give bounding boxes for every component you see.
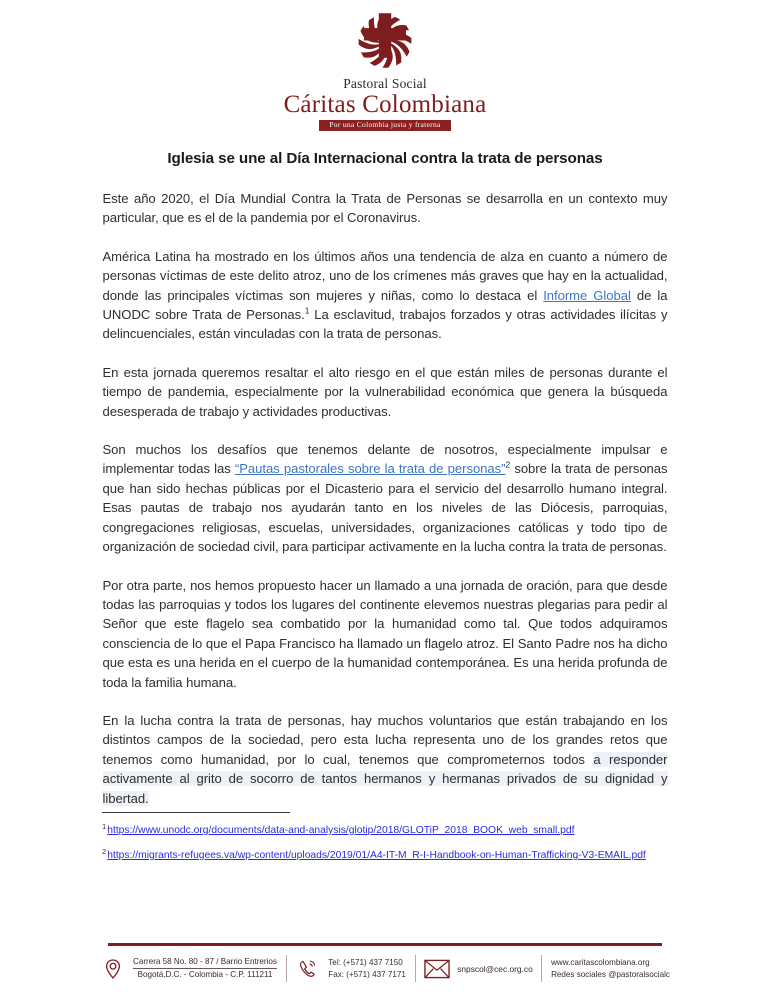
footer-phone-tel: Tel: (+571) 437 7150 (328, 958, 403, 968)
footer-email-block (424, 956, 533, 982)
page-footer (0, 943, 770, 982)
paragraph-6-text-highlighted: a responder activamente al grito de socorro de tantos hermanos y hermanas privados de su dignidad y libertad. (102, 751, 668, 806)
footer-phone-block (295, 956, 406, 982)
paragraph-4 (103, 440, 668, 556)
paragraph-3-text: En esta jornada queremos resaltar el alto riesgo en el que están miles de personas durante el tiempo de pandemia, especialmente por la vulnerabilidad económica que genera la búsqueda desesperada de trabajo y actividades productivas. (102, 364, 668, 419)
footer-address-text (133, 956, 277, 980)
paragraph-5 (103, 576, 668, 692)
pautas-pastorales-link[interactable]: “Pautas pastorales sobre la trata de personas” (234, 461, 506, 477)
location-pin-icon (100, 956, 126, 982)
page-title: Iglesia se une al Día Internacional contra la trata de personas (167, 150, 603, 167)
phone-icon (295, 956, 321, 982)
footnote-1-marker: 1 (102, 821, 107, 831)
footnote-2-marker: 2 (102, 846, 107, 856)
footer-phone-fax: Fax: (+571) 437 7171 (328, 969, 406, 979)
footer-web-block (551, 957, 670, 980)
footer-social[interactable]: Redes sociales @pastoralsocialc (551, 969, 670, 979)
paragraph-2 (103, 247, 668, 344)
paragraph-3 (103, 363, 668, 421)
footnote-ref-2[interactable]: 2 (505, 460, 511, 471)
logo-pastoral-text: Pastoral Social (343, 76, 427, 91)
paragraph-2-text-a: América Latina ha mostrado en los últimos años una tendencia de alza en cuanto a número de personas víctimas de este delito atroz, uno de los crímenes más graves que hay en la actualidad, donde las principales víctimas son mujeres y niñas, como lo destaca el (102, 248, 668, 303)
footer-email-text[interactable]: snpscol@cec.org.co (457, 963, 533, 974)
footer-address-line1: Carrera 58 No. 80 - 87 / Barrio Entrerios (133, 956, 277, 969)
paragraph-4-text-a: Son muchos los desafíos que tenemos delante de nosotros, especialmente impulsar e implementar todas las (102, 442, 668, 477)
footnote-2 (102, 846, 672, 863)
footer-divider-3 (541, 955, 542, 982)
logo-tagline: Por una Colombia justa y fraterna (319, 120, 450, 131)
footnote-2-link[interactable]: https://migrants-refugees.va/wp-content/uploads/2019/01/A4-IT-M_R-I-Handbook-on-Human-Trafficking-V3-EMAIL.pdf (107, 850, 646, 861)
footer-divider-2 (415, 955, 416, 982)
footnotes-section (102, 812, 672, 874)
paragraph-4-text-b: sobre la trata de personas que han sido hechas públicas por el Dicasterio para el servicio del desarrollo humano integral. Esas pautas de trabajo nos ayudarán tanto en los niveles de las Diócesis, parroquias, congregaciones religiosas, escuelas, universidades, organizaciones católicas y todo tipo de organización de sociedad civil, para participar activamente en la lucha contra la trata de personas. (102, 461, 668, 555)
footer-accent-rule (108, 943, 662, 946)
footnote-ref-1[interactable]: 1 (304, 305, 310, 316)
footer-address-line2: Bogotá,D.C. - Colombia - C.P. 111211 (137, 970, 273, 980)
document-body (103, 131, 668, 808)
footer-website[interactable]: www.caritascolombiana.org (551, 958, 650, 968)
informe-global-link[interactable]: Informe Global (543, 287, 631, 303)
logo-caritas-text: Cáritas Colombiana (283, 90, 487, 118)
footer-contact-row (100, 955, 670, 982)
footer-web-text (551, 957, 670, 980)
footnote-1 (102, 821, 672, 838)
paragraph-2-text-c: La esclavitud, trabajos forzados y otras actividades ilícitas y delincuenciales, están vinculadas con la trata de personas. (102, 307, 668, 342)
paragraph-6 (103, 711, 668, 808)
paragraph-6-text-a: En la lucha contra la trata de personas, hay muchos voluntarios que están trabajando en los distintos campos de la sociedad, pero esta lucha representa uno de los grandes retos que tenemos como humanidad, por lo cual, tenemos que comprometernos todos (102, 712, 668, 767)
paragraph-1-text: Este año 2020, el Día Mundial Contra la Trata de Personas se desarrolla en un contexto muy particular, que es el de la pandemia por el Coronavirus. (102, 191, 668, 226)
organization-logo (0, 0, 770, 131)
footnote-1-link[interactable]: https://www.unodc.org/documents/data-and-analysis/glotip/2018/GLOTiP_2018_BOOK_web_small.pdf (107, 825, 575, 836)
envelope-icon (424, 956, 450, 982)
paragraph-5-text: Por otra parte, nos hemos propuesto hacer un llamado a una jornada de oración, para que desde todas las parroquias y todos los lugares del continente elevemos nuestras plegarias para pedir al Señor que este flagelo sea combatido por la humanidad como tal. Que todos adquiramos consciencia de lo que el Papa Francisco ha llamado un flagelo atroz. El Santo Padre nos ha dicho que esta es una herida en el cuerpo de la humanidad contemporánea. Es una herida profunda de toda la familia humana. (102, 577, 668, 690)
caritas-cross-icon (342, 10, 428, 76)
footer-divider-1 (286, 955, 287, 982)
paragraph-2-text-b: de la UNODC sobre Trata de Personas. (102, 287, 668, 323)
footnote-separator (102, 812, 290, 813)
paragraph-1 (103, 189, 668, 228)
footer-phone-text (328, 957, 406, 980)
footer-address-block (100, 956, 277, 982)
